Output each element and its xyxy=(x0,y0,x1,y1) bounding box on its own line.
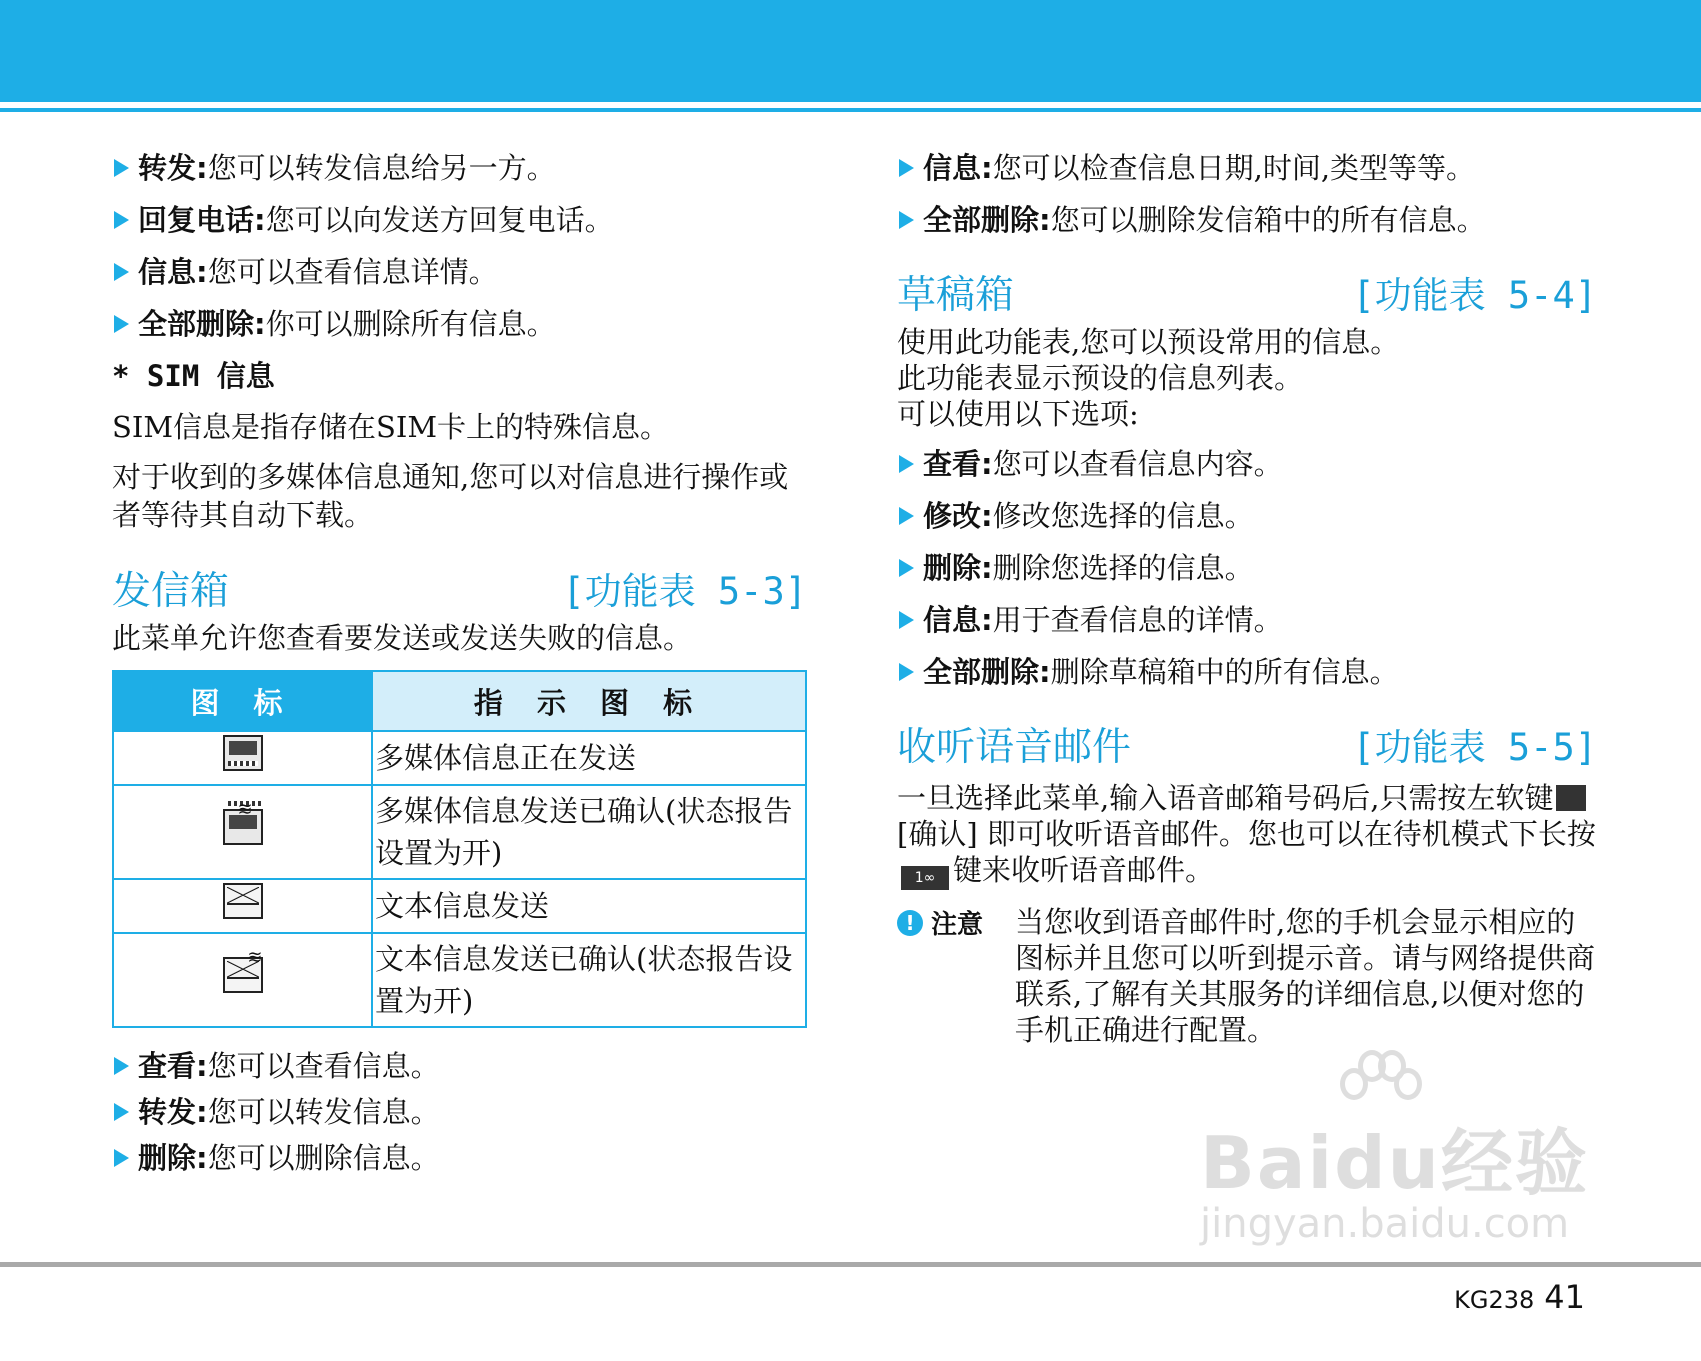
note-box xyxy=(897,904,1597,1048)
drafts-title: 草稿箱 xyxy=(897,273,1015,318)
item-text: 删除您选择的信息。 xyxy=(992,551,1254,585)
bullet-triangle-icon xyxy=(899,559,914,577)
header-band xyxy=(0,0,1701,102)
list-item xyxy=(112,150,807,186)
bullet-triangle-icon xyxy=(114,1057,129,1075)
voicemail-title: 收听语音邮件 xyxy=(897,725,1132,770)
bullet-triangle-icon xyxy=(114,1149,129,1167)
drafts-line: 可以使用以下选项: xyxy=(897,397,1139,431)
mms-sending-icon xyxy=(223,735,263,771)
bullet-triangle-icon xyxy=(114,263,129,281)
mms-notification-paragraph: 对于收到的多媒体信息通知,您可以对信息进行操作或者等待其自动下载。 xyxy=(112,460,789,532)
list-item xyxy=(897,446,1597,482)
description-cell: 文本信息发送已确认(状态报告设置为开) xyxy=(372,933,806,1027)
icon-cell xyxy=(113,731,372,785)
icon-cell xyxy=(113,785,372,879)
table-header-icon: 图 标 xyxy=(113,671,372,731)
sim-heading: * SIM 信息 xyxy=(112,359,275,393)
voicemail-text: 键来收听语音邮件。 xyxy=(953,853,1215,887)
watermark-url: jingyan.baidu.com xyxy=(1200,1201,1570,1247)
item-term: 信息: xyxy=(923,603,993,637)
key-1-icon: 1∞ xyxy=(901,866,949,890)
table-row xyxy=(113,785,806,879)
description-cell: 文本信息发送 xyxy=(372,879,806,933)
item-text: 您可以转发信息。 xyxy=(207,1095,440,1129)
bullet-triangle-icon xyxy=(899,211,914,229)
outbox-menu-ref: [功能表 5-3] xyxy=(562,570,807,613)
bullet-triangle-icon xyxy=(899,507,914,525)
list-item xyxy=(897,498,1597,534)
list-item xyxy=(112,254,807,290)
table-header-row xyxy=(113,671,806,731)
item-term: 查看: xyxy=(138,1049,208,1083)
item-term: 全部删除: xyxy=(923,203,1051,237)
item-text: 您可以检查信息日期,时间,类型等等。 xyxy=(992,151,1476,185)
voicemail-text: [确认] 即可收听语音邮件。您也可以在待机模式下长按 xyxy=(897,817,1596,851)
left-column xyxy=(112,150,807,1186)
item-term: 修改: xyxy=(923,499,993,533)
bullet-triangle-icon xyxy=(114,1103,129,1121)
table-row xyxy=(113,933,806,1027)
bullet-triangle-icon xyxy=(114,315,129,333)
item-term: 删除: xyxy=(138,1141,208,1175)
table-header-description: 指 示 图 标 xyxy=(372,671,806,731)
note-text: 当您收到语音邮件时,您的手机会显示相应的图标并且您可以听到提示音。请与网络提供商联系,了解有关其服务的详细信息,以便对您的手机正确进行配置。 xyxy=(1015,905,1596,1047)
drafts-heading xyxy=(897,272,1597,320)
right-column xyxy=(897,150,1597,1048)
list-item xyxy=(112,306,807,342)
outbox-heading xyxy=(112,568,807,616)
list-item xyxy=(897,602,1597,638)
item-text: 用于查看信息的详情。 xyxy=(992,603,1283,637)
list-item xyxy=(897,654,1597,690)
list-item xyxy=(897,202,1597,238)
list-item xyxy=(112,202,807,238)
exclamation-icon: ! xyxy=(897,910,923,936)
page-number: 41 xyxy=(1544,1278,1585,1316)
icon-cell xyxy=(113,933,372,1027)
item-term: 删除: xyxy=(923,551,993,585)
outbox-title: 发信箱 xyxy=(112,569,230,614)
voicemail-heading xyxy=(897,724,1597,772)
item-text: 修改您选择的信息。 xyxy=(992,499,1254,533)
bullet-triangle-icon xyxy=(899,611,914,629)
outbox-icon-table xyxy=(112,670,807,1028)
table-row xyxy=(113,879,806,933)
item-text: 您可以删除信息。 xyxy=(207,1141,440,1175)
item-text: 你可以删除所有信息。 xyxy=(265,307,556,341)
item-text: 您可以查看信息内容。 xyxy=(992,447,1283,481)
bullet-triangle-icon xyxy=(899,159,914,177)
item-text: 删除草稿箱中的所有信息。 xyxy=(1050,655,1399,689)
item-text: 您可以转发信息给另一方。 xyxy=(207,151,556,185)
voicemail-text: 一旦选择此菜单,输入语音邮箱号码后,只需按左软键 xyxy=(897,781,1554,815)
outbox-description: 此菜单允许您查看要发送或发送失败的信息。 xyxy=(112,621,693,655)
list-item xyxy=(112,1140,807,1176)
mms-sent-confirmed-icon xyxy=(223,809,263,845)
icon-cell xyxy=(113,879,372,933)
table-row xyxy=(113,731,806,785)
item-term: 转发: xyxy=(138,151,208,185)
sim-paragraph: SIM信息是指存储在SIM卡上的特殊信息。 xyxy=(112,410,670,444)
drafts-menu-ref: [功能表 5-4] xyxy=(1352,274,1597,317)
text-sending-icon xyxy=(223,883,263,919)
item-term: 全部删除: xyxy=(138,307,266,341)
item-term: 回复电话: xyxy=(138,203,266,237)
page-info xyxy=(1454,1278,1585,1316)
item-term: 全部删除: xyxy=(923,655,1051,689)
description-cell: 多媒体信息发送已确认(状态报告设置为开) xyxy=(372,785,806,879)
bullet-triangle-icon xyxy=(899,663,914,681)
paw-icon xyxy=(1340,1050,1410,1110)
list-item xyxy=(112,1048,807,1084)
header-rule xyxy=(0,108,1701,112)
item-text: 您可以删除发信箱中的所有信息。 xyxy=(1050,203,1486,237)
note-label: 注意 xyxy=(931,910,984,940)
model-name: KG238 xyxy=(1454,1286,1535,1314)
note-badge xyxy=(897,904,1015,941)
baidu-watermark xyxy=(1200,1105,1610,1280)
list-item xyxy=(112,1094,807,1130)
item-text: 您可以查看信息。 xyxy=(207,1049,440,1083)
description-cell: 多媒体信息正在发送 xyxy=(372,731,806,785)
bullet-triangle-icon xyxy=(114,159,129,177)
drafts-line: 使用此功能表,您可以预设常用的信息。 xyxy=(897,325,1400,359)
voicemail-menu-ref: [功能表 5-5] xyxy=(1352,726,1597,769)
item-term: 查看: xyxy=(923,447,993,481)
voicemail-paragraph xyxy=(897,780,1597,890)
list-item xyxy=(897,150,1597,186)
item-term: 信息: xyxy=(923,151,993,185)
item-term: 转发: xyxy=(138,1095,208,1129)
left-softkey-icon xyxy=(1556,785,1586,811)
bullet-triangle-icon xyxy=(899,455,914,473)
text-sent-confirmed-icon xyxy=(223,957,263,993)
item-term: 信息: xyxy=(138,255,208,289)
item-text: 您可以向发送方回复电话。 xyxy=(265,203,614,237)
bullet-triangle-icon xyxy=(114,211,129,229)
drafts-line: 此功能表显示预设的信息列表。 xyxy=(897,361,1304,395)
item-text: 您可以查看信息详情。 xyxy=(207,255,498,289)
watermark-logo: Baidu经验 xyxy=(1200,1121,1589,1205)
list-item xyxy=(897,550,1597,586)
